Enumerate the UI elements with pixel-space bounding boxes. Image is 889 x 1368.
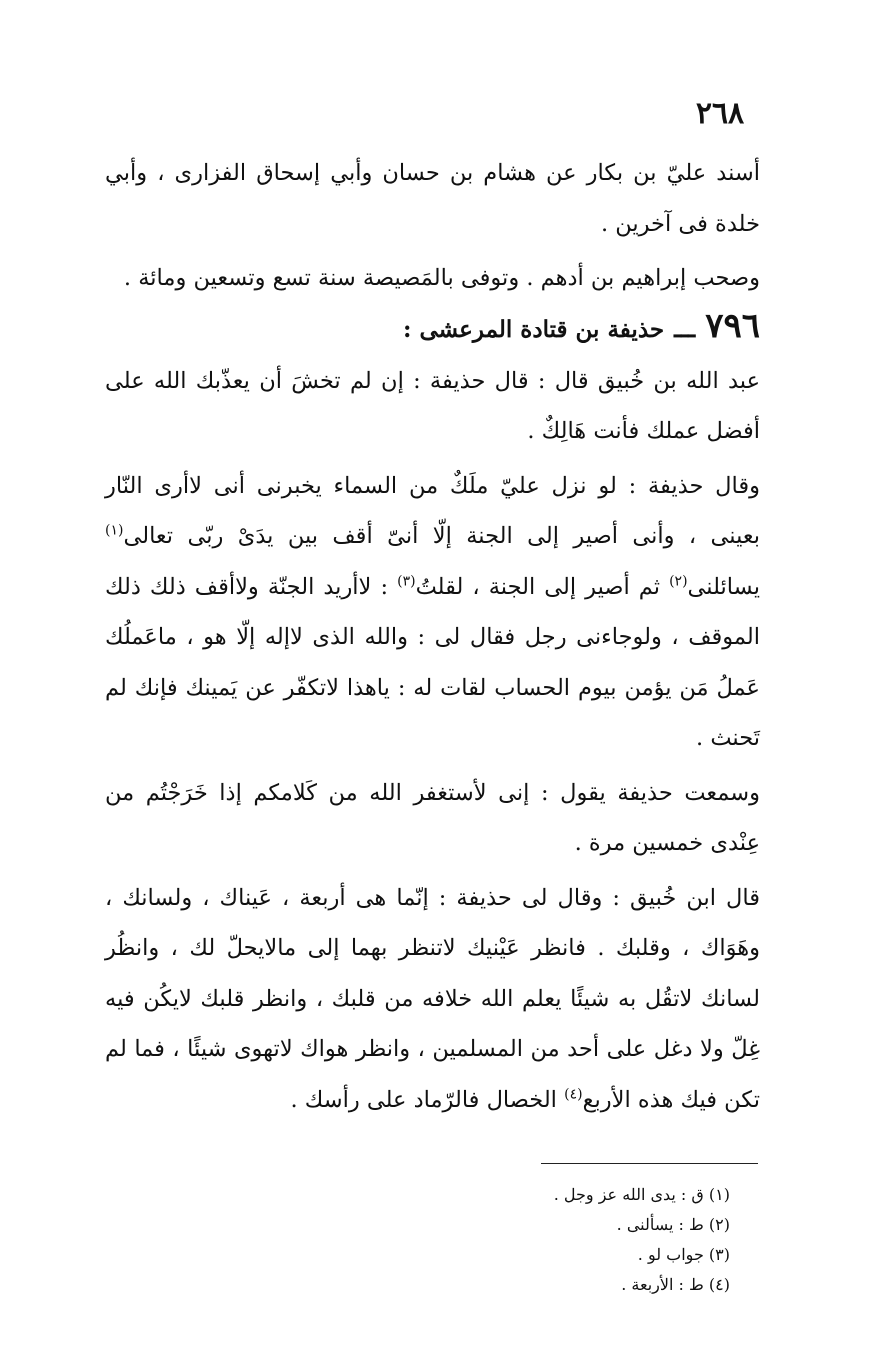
- paragraph-4-part-a: وقال حذيفة : لو نزل عليّ ملَكٌ من السماء يخبرنى أنى لاأرى النّار بعينى ، وأنى أصير إلى الجنة إلّا أنىّ أقف بين يدَىْ ربّى تعالى: [105, 472, 760, 549]
- paragraph-5: وسمعت حذيفة يقول : إنى لأستغفر الله من كَلامكم إذا خَرَجْتُم من عِنْدى خمسين مرة .: [105, 779, 760, 856]
- entry-name: حذيفة بن قتادة المرعشى :: [402, 315, 665, 343]
- paragraph-4: [105, 461, 760, 764]
- paragraph-4-part-d: : لاأريد الجنّة ولاأقف ذلك ذلك الموقف ، ولوجاءنى رجل فقال لى : والله الذى لاإله إلّا هو ، ماعَملُك عَملُ مَن يؤمن بيوم الحساب لقات له : ياهذا لاتكفّر عن يَمينك فإنك لم تَحنث .: [105, 573, 760, 751]
- footnote-ref-1: (١): [105, 522, 124, 539]
- footnotes: [420, 1180, 730, 1300]
- footnote-1: (١) ق : يدى الله عز وجل .: [553, 1185, 730, 1204]
- entry-dash: ـــ: [674, 313, 696, 343]
- paragraph-3: عبد الله بن خُبيق قال : قال حذيفة : إن لم تخشَ أن يعذّبك الله على أفضل عملك فأنت هَالِكٌ .: [105, 367, 760, 444]
- paragraph-6-part-b: الخصال فالرّماد على رأسك .: [290, 1086, 565, 1113]
- paragraph-6: [105, 873, 760, 1126]
- footnote-4: (٤) ط : الأربعة .: [621, 1275, 730, 1294]
- main-text: [105, 148, 760, 1125]
- page-number: ٢٦٨: [695, 96, 745, 131]
- footnote-3: (٣) جواب لو .: [637, 1245, 730, 1264]
- paragraph-1: أسند عليّ بن بكار عن هشام بن حسان وأبي إسحاق الفزارى ، وأبي خلدة فى آخرين .: [105, 160, 760, 237]
- paragraph-2: وصحب إبراهيم بن أدهم . وتوفى بالمَصيصة سنة تسع وتسعين ومائة .: [123, 265, 760, 291]
- paragraph-4-part-c: ثم أصير إلى الجنة ، لقلتُ: [415, 573, 670, 600]
- footnote-ref-2: (٢): [669, 573, 688, 589]
- paragraph-6-part-a: قال ابن خُبيق : وقال لى حذيفة : إنّما هى أربعة ، عَيناك ، ولسانك ، وهَوَاك ، وقلبك . فانظر عَيْنيك لاتنظر بهما إلى مالايحلّ لك ، وانظُر لسانك لاتقُل به شيئًا يعلم الله خلافه من قلبك ، وانظر قلبك لايكُن فيه غِلّ ولا دغل على أحد من المسلمين ، وانظر هواك لاتهوى شيئًا ، فما لم تكن فيك هذه الأربع: [105, 884, 760, 1113]
- footnote-2: (٢) ط : يسألنى .: [616, 1215, 730, 1234]
- entry-heading: [105, 304, 760, 352]
- entry-number: ٧٩٦: [705, 305, 760, 346]
- paragraph-4-part-b: يسائلنى: [687, 573, 760, 600]
- footnote-ref-4: (٤): [564, 1086, 583, 1102]
- footnote-divider: [541, 1163, 758, 1164]
- footnote-ref-3: (٣): [397, 573, 416, 589]
